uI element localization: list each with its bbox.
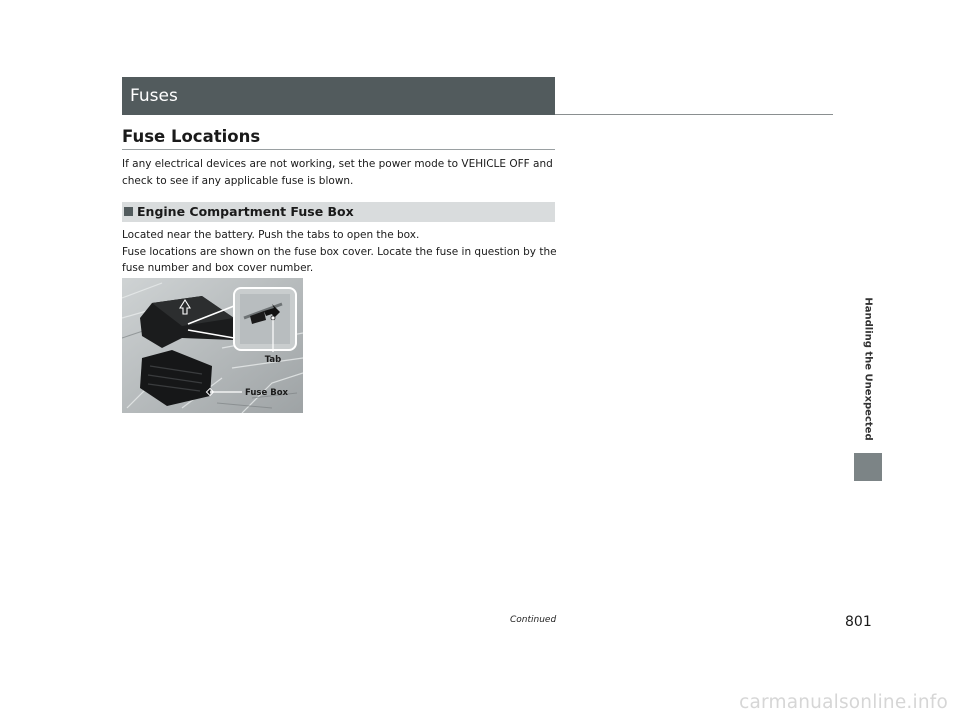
page-number: 801 xyxy=(845,614,872,630)
continued-label: Continued xyxy=(510,615,557,625)
square-bullet-icon xyxy=(124,207,133,216)
watermark: carmanualsonline.info xyxy=(739,692,948,713)
chapter-tab-marker xyxy=(854,453,882,481)
body-line-2: Fuse locations are shown on the fuse box cover. Locate the fuse in question by the fuse number and box cover number. xyxy=(122,245,557,274)
callout-tab-label: Tab xyxy=(264,355,282,365)
subsection-title: Engine Compartment Fuse Box xyxy=(137,204,354,219)
engine-compartment-illustration xyxy=(122,278,303,413)
intro-paragraph: If any electrical devices are not working, set the power mode to VEHICLE OFF and check to see if any applicable fuse is blown. xyxy=(122,158,553,187)
title-divider xyxy=(122,149,555,150)
callout-fusebox-label: Fuse Box xyxy=(245,388,289,398)
body-line-1: Located near the battery. Push the tabs to open the box. xyxy=(122,229,420,241)
page-title: Fuse Locations xyxy=(122,127,261,146)
section-banner xyxy=(122,77,555,115)
subsection-heading xyxy=(122,202,555,222)
section-title: Fuses xyxy=(130,86,178,106)
fuse-box-figure xyxy=(122,278,303,413)
body-text xyxy=(122,227,562,277)
banner-divider xyxy=(555,114,833,115)
chapter-side-label: Handling the Unexpected xyxy=(862,297,874,441)
